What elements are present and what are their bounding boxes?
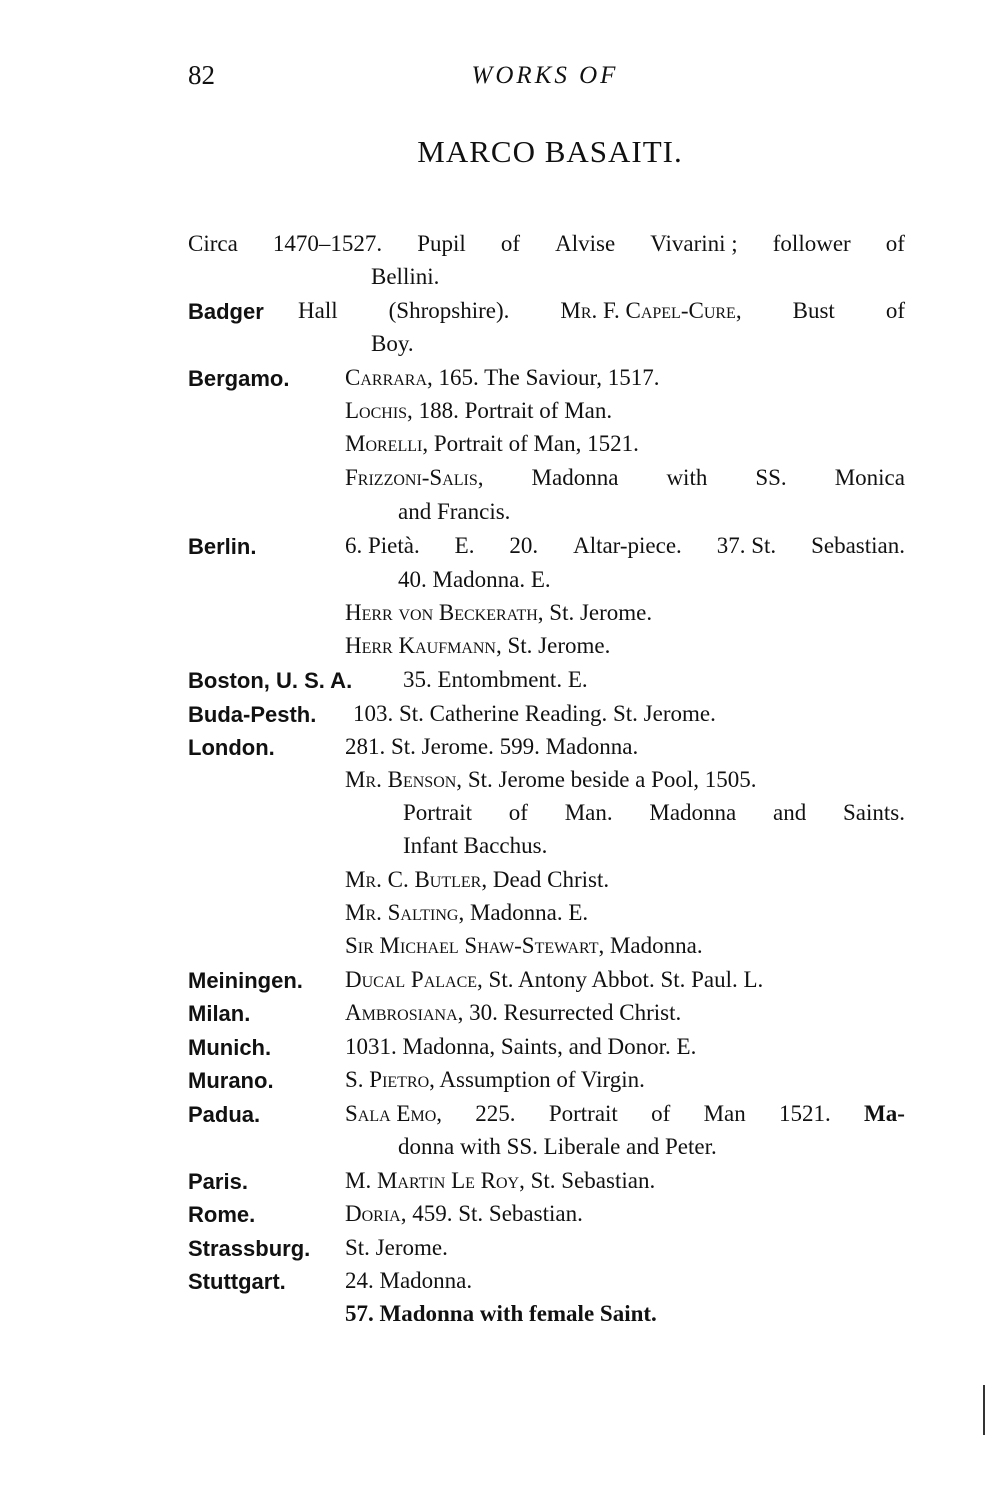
page-title: MARCO BASAITI. [417, 134, 683, 169]
location-label: Buda-Pesth. [188, 702, 317, 727]
word: Ma- [864, 1101, 905, 1126]
word: 20. [509, 533, 539, 558]
location-label: Berlin. [188, 534, 257, 559]
entry-line: Carrara, 165. The Saviour, 1517. [345, 365, 660, 390]
entry-line: Mr. Benson, St. Jerome beside a Pool, 1505. [345, 767, 757, 792]
word: Man. [564, 800, 613, 825]
location-label: Bergamo. [188, 366, 290, 391]
entry-line: M. Martin Le Roy, St. Sebastian. [345, 1168, 656, 1193]
word: of [651, 1101, 671, 1126]
word: 1470–1527. [272, 231, 383, 256]
word: SS. [755, 465, 787, 490]
location-label: Rome. [188, 1202, 256, 1227]
entry-line: 1031. Madonna, Saints, and Donor. E. [345, 1034, 697, 1059]
word: Bust [792, 298, 835, 323]
word: 37. St. [716, 533, 777, 558]
location-label: Murano. [188, 1068, 274, 1093]
word: Portrait [403, 800, 472, 825]
entry-line: St. Jerome. [345, 1235, 448, 1260]
location-label: Boston, U. S. A. [188, 668, 353, 693]
entry-line: 103. St. Catherine Reading. St. Jerome. [353, 701, 716, 726]
entry-line: Mr. Salting, Madonna. E. [345, 900, 589, 925]
entry-line: Morelli, Portrait of Man, 1521. [345, 431, 639, 456]
word: follower [772, 231, 851, 256]
entry-line: donna with SS. Liberale and Peter. [398, 1134, 717, 1159]
entry-line [345, 1099, 905, 1129]
word: Madonna [531, 465, 619, 490]
word: Frizzoni-Salis, [345, 465, 484, 490]
word: 225. [475, 1101, 516, 1126]
word: Monica [834, 465, 905, 490]
entry-line: Herr von Beckerath, St. Jerome. [345, 600, 653, 625]
entry-line [345, 531, 905, 561]
intro-line: Bellini. [371, 264, 440, 289]
word: Madonna [649, 800, 737, 825]
entry-line: Mr. C. Butler, Dead Christ. [345, 867, 610, 892]
location-label: Milan. [188, 1001, 251, 1026]
word: Man [703, 1101, 746, 1126]
word: Pupil [417, 231, 466, 256]
location-label: Strassburg. [188, 1236, 311, 1261]
word: Mr. F. Capel-Cure, [560, 298, 742, 323]
entry-line: 281. St. Jerome. 599. Madonna. [345, 734, 639, 759]
word: E. [454, 533, 475, 558]
entry-line: 35. Entombment. E. [403, 667, 588, 692]
location-label: Munich. [188, 1035, 272, 1060]
word: Alvise [555, 231, 616, 256]
location-label: Badger [188, 299, 264, 324]
word: Sebastian. [811, 533, 905, 558]
word: Vivarini ; [650, 231, 738, 256]
entry-line: 57. Madonna with female Saint. [345, 1301, 657, 1326]
word: of [500, 231, 521, 256]
location-label: Stuttgart. [188, 1269, 286, 1294]
entry-line: 40. Madonna. E. [398, 567, 551, 592]
entry-line: Ducal Palace, St. Antony Abbot. St. Paul. L. [345, 967, 764, 992]
word: and [773, 800, 807, 825]
entry-line: Lochis, 188. Portrait of Man. [345, 398, 613, 423]
entry-line [298, 296, 905, 326]
word: 1521. [779, 1101, 831, 1126]
word: (Shropshire). [388, 298, 510, 323]
word: Sala Emo, [345, 1101, 443, 1126]
entry-line [345, 463, 905, 493]
page-number: 82 [188, 60, 215, 90]
location-label: Paris. [188, 1169, 248, 1194]
entry-line: S. Pietro, Assumption of Virgin. [345, 1067, 645, 1092]
entry-line: 24. Madonna. [345, 1268, 473, 1293]
word: Hall [298, 298, 338, 323]
intro-line [188, 229, 905, 259]
word: 6. Pietà. [345, 533, 420, 558]
word: Circa [188, 231, 238, 256]
word: Altar-piece. [573, 533, 682, 558]
page-edge-mark [983, 1385, 985, 1435]
entry-line: Infant Bacchus. [403, 833, 548, 858]
entry-line: Boy. [371, 331, 414, 356]
entry-line: Ambrosiana, 30. Resurrected Christ. [345, 1000, 682, 1025]
word: Portrait [548, 1101, 618, 1126]
entry-line: Doria, 459. St. Sebastian. [345, 1201, 583, 1226]
entry-line [403, 798, 905, 828]
word: Saints. [843, 800, 905, 825]
location-label: Padua. [188, 1102, 261, 1127]
word: of [885, 231, 905, 256]
entry-line: Herr Kaufmann, St. Jerome. [345, 633, 611, 658]
word: of [508, 800, 528, 825]
location-label: London. [188, 735, 275, 760]
entry-line: and Francis. [398, 499, 511, 524]
running-head: WORKS OF [471, 62, 619, 89]
entry-line: Sir Michael Shaw-Stewart, Madonna. [345, 933, 703, 958]
location-label: Meiningen. [188, 968, 303, 993]
word: of [885, 298, 905, 323]
word: with [666, 465, 708, 490]
